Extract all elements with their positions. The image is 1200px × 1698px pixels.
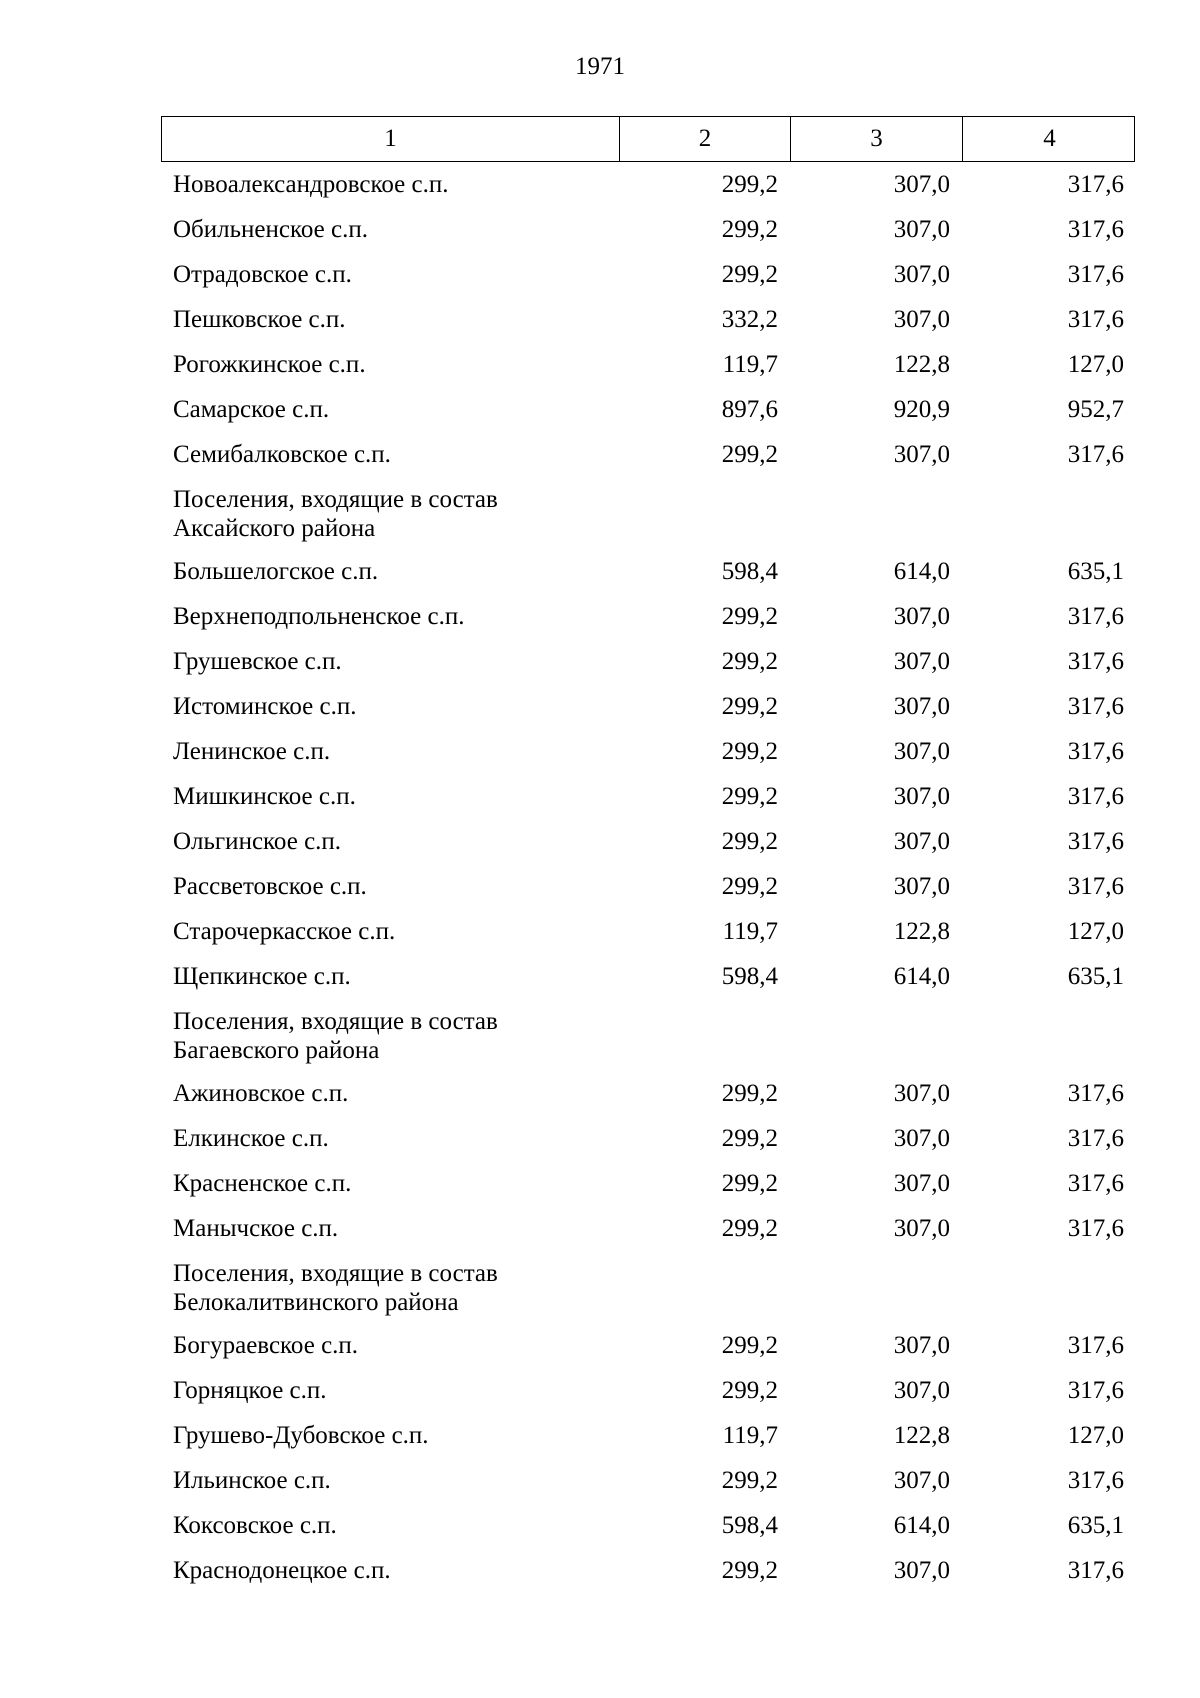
value-col-3: 307,0 bbox=[893, 1556, 950, 1584]
table-row bbox=[161, 864, 1135, 909]
settlement-name: Елкинское с.п. bbox=[173, 1124, 329, 1152]
table-row bbox=[161, 1161, 1135, 1206]
column-header-2: 2 bbox=[619, 117, 790, 161]
value-col-2: 119,7 bbox=[722, 917, 778, 945]
table-row bbox=[161, 1548, 1135, 1593]
table-row bbox=[161, 1413, 1135, 1458]
data-table bbox=[161, 116, 1135, 1593]
value-col-4: 317,6 bbox=[1067, 440, 1124, 468]
settlement-name: Старочеркасское с.п. bbox=[173, 917, 396, 945]
value-col-3: 307,0 bbox=[893, 1214, 950, 1242]
value-col-3: 614,0 bbox=[893, 962, 950, 990]
settlement-name: Пешковское с.п. bbox=[173, 305, 346, 333]
value-col-3: 307,0 bbox=[893, 1466, 950, 1494]
value-col-2: 299,2 bbox=[721, 737, 778, 765]
value-col-4: 317,6 bbox=[1067, 737, 1124, 765]
value-col-3: 307,0 bbox=[893, 170, 950, 198]
value-col-4: 317,6 bbox=[1067, 1124, 1124, 1152]
settlement-name: Новоалександровское с.п. bbox=[173, 170, 449, 198]
table-row bbox=[161, 297, 1135, 342]
value-col-4: 317,6 bbox=[1067, 1376, 1124, 1404]
value-col-2: 119,7 bbox=[722, 1421, 778, 1449]
settlement-name: Манычское с.п. bbox=[173, 1214, 339, 1242]
column-header-3: 3 bbox=[790, 117, 962, 161]
value-col-2: 299,2 bbox=[721, 1079, 778, 1107]
value-col-4: 127,0 bbox=[1067, 1421, 1124, 1449]
value-col-3: 614,0 bbox=[893, 557, 950, 585]
value-col-2: 299,2 bbox=[721, 692, 778, 720]
value-col-3: 122,8 bbox=[893, 1421, 950, 1449]
value-col-4: 317,6 bbox=[1067, 1079, 1124, 1107]
value-col-2: 299,2 bbox=[721, 260, 778, 288]
value-col-3: 307,0 bbox=[893, 647, 950, 675]
settlement-name: Щепкинское с.п. bbox=[173, 962, 351, 990]
value-col-3: 614,0 bbox=[893, 1511, 950, 1539]
table-row bbox=[161, 1071, 1135, 1116]
value-col-4: 317,6 bbox=[1067, 215, 1124, 243]
value-col-4: 635,1 bbox=[1067, 557, 1124, 585]
table-row bbox=[161, 1368, 1135, 1413]
table-row bbox=[161, 1323, 1135, 1368]
settlement-name: Мишкинское с.п. bbox=[173, 782, 356, 810]
value-col-2: 598,4 bbox=[721, 557, 778, 585]
value-col-3: 307,0 bbox=[893, 692, 950, 720]
value-col-4: 317,6 bbox=[1067, 1466, 1124, 1494]
value-col-3: 307,0 bbox=[893, 1124, 950, 1152]
value-col-3: 307,0 bbox=[893, 782, 950, 810]
value-col-3: 307,0 bbox=[893, 1331, 950, 1359]
settlement-name: Отрадовское с.п. bbox=[173, 260, 352, 288]
value-col-4: 127,0 bbox=[1067, 917, 1124, 945]
value-col-3: 307,0 bbox=[893, 1376, 950, 1404]
value-col-3: 307,0 bbox=[893, 440, 950, 468]
value-col-3: 122,8 bbox=[893, 917, 950, 945]
value-col-2: 598,4 bbox=[721, 962, 778, 990]
value-col-2: 299,2 bbox=[721, 170, 778, 198]
table-row bbox=[161, 1116, 1135, 1161]
settlement-name: Ажиновское с.п. bbox=[173, 1079, 349, 1107]
value-col-4: 317,6 bbox=[1067, 1214, 1124, 1242]
settlement-name: Обильненское с.п. bbox=[173, 215, 368, 243]
value-col-4: 317,6 bbox=[1067, 1556, 1124, 1584]
value-col-4: 317,6 bbox=[1067, 602, 1124, 630]
table-row bbox=[161, 639, 1135, 684]
value-col-4: 635,1 bbox=[1067, 1511, 1124, 1539]
value-col-4: 317,6 bbox=[1067, 782, 1124, 810]
settlement-name: Верхнеподпольненское с.п. bbox=[173, 602, 465, 630]
section-heading-line: Белокалитвинского района bbox=[173, 1289, 459, 1316]
value-col-2: 299,2 bbox=[721, 1376, 778, 1404]
table-row bbox=[161, 207, 1135, 252]
value-col-2: 299,2 bbox=[721, 827, 778, 855]
value-col-3: 307,0 bbox=[893, 602, 950, 630]
settlement-name: Краснодонецкое с.п. bbox=[173, 1556, 391, 1584]
value-col-2: 299,2 bbox=[721, 1169, 778, 1197]
value-col-4: 635,1 bbox=[1067, 962, 1124, 990]
settlement-name: Горняцкое с.п. bbox=[173, 1376, 327, 1404]
settlement-name: Ленинское с.п. bbox=[173, 737, 331, 765]
value-col-2: 299,2 bbox=[721, 1214, 778, 1242]
value-col-3: 307,0 bbox=[893, 1169, 950, 1197]
table-row bbox=[161, 819, 1135, 864]
table-row bbox=[161, 387, 1135, 432]
settlement-name: Красненское с.п. bbox=[173, 1169, 352, 1197]
section-heading-line: Поселения, входящие в состав bbox=[173, 486, 498, 513]
settlement-name: Самарское с.п. bbox=[173, 395, 330, 423]
settlement-name: Коксовское с.п. bbox=[173, 1511, 337, 1539]
settlement-name: Грушевское с.п. bbox=[173, 647, 342, 675]
column-header-4: 4 bbox=[962, 117, 1136, 161]
settlement-name: Истоминское с.п. bbox=[173, 692, 357, 720]
settlement-name: Рассветовское с.п. bbox=[173, 872, 367, 900]
table-row bbox=[161, 774, 1135, 819]
value-col-2: 897,6 bbox=[721, 395, 778, 423]
table-row bbox=[161, 252, 1135, 297]
value-col-4: 127,0 bbox=[1067, 350, 1124, 378]
settlement-name: Грушево-Дубовское с.п. bbox=[173, 1421, 429, 1449]
value-col-3: 307,0 bbox=[893, 737, 950, 765]
value-col-3: 920,9 bbox=[893, 395, 950, 423]
value-col-4: 317,6 bbox=[1067, 1169, 1124, 1197]
section-heading bbox=[161, 1251, 1135, 1323]
section-heading-line: Багаевского района bbox=[173, 1037, 380, 1064]
value-col-2: 119,7 bbox=[722, 350, 778, 378]
table-row bbox=[161, 1503, 1135, 1548]
table-row bbox=[161, 432, 1135, 477]
value-col-2: 299,2 bbox=[721, 1331, 778, 1359]
table-row bbox=[161, 549, 1135, 594]
table-row bbox=[161, 909, 1135, 954]
section-heading bbox=[161, 999, 1135, 1071]
value-col-3: 307,0 bbox=[893, 305, 950, 333]
value-col-2: 299,2 bbox=[721, 440, 778, 468]
value-col-2: 299,2 bbox=[721, 215, 778, 243]
value-col-2: 299,2 bbox=[721, 602, 778, 630]
table-row bbox=[161, 1206, 1135, 1251]
table-row bbox=[161, 342, 1135, 387]
value-col-2: 299,2 bbox=[721, 1124, 778, 1152]
value-col-4: 952,7 bbox=[1067, 395, 1124, 423]
table-row bbox=[161, 954, 1135, 999]
section-heading-line: Аксайского района bbox=[173, 515, 376, 542]
settlement-name: Ольгинское с.п. bbox=[173, 827, 342, 855]
section-heading-line: Поселения, входящие в состав bbox=[173, 1008, 498, 1035]
value-col-2: 299,2 bbox=[721, 782, 778, 810]
value-col-2: 299,2 bbox=[721, 647, 778, 675]
section-heading-line: Поселения, входящие в состав bbox=[173, 1260, 498, 1287]
settlement-name: Рогожкинское с.п. bbox=[173, 350, 366, 378]
table-row bbox=[161, 594, 1135, 639]
value-col-2: 332,2 bbox=[721, 305, 778, 333]
value-col-3: 307,0 bbox=[893, 1079, 950, 1107]
value-col-4: 317,6 bbox=[1067, 872, 1124, 900]
value-col-4: 317,6 bbox=[1067, 170, 1124, 198]
value-col-4: 317,6 bbox=[1067, 1331, 1124, 1359]
section-heading bbox=[161, 477, 1135, 549]
table-body bbox=[161, 162, 1135, 1593]
table-row bbox=[161, 162, 1135, 207]
value-col-4: 317,6 bbox=[1067, 692, 1124, 720]
value-col-3: 307,0 bbox=[893, 260, 950, 288]
value-col-2: 299,2 bbox=[721, 1466, 778, 1494]
value-col-4: 317,6 bbox=[1067, 260, 1124, 288]
page-number: 1971 bbox=[575, 53, 625, 80]
value-col-4: 317,6 bbox=[1067, 647, 1124, 675]
column-header-1: 1 bbox=[384, 125, 397, 152]
value-col-2: 299,2 bbox=[721, 1556, 778, 1584]
value-col-3: 122,8 bbox=[893, 350, 950, 378]
table-row bbox=[161, 729, 1135, 774]
value-col-2: 299,2 bbox=[721, 872, 778, 900]
value-col-3: 307,0 bbox=[893, 215, 950, 243]
table-row bbox=[161, 1458, 1135, 1503]
settlement-name: Семибалковское с.п. bbox=[173, 440, 391, 468]
settlement-name: Ильинское с.п. bbox=[173, 1466, 331, 1494]
table-header bbox=[161, 116, 1135, 162]
value-col-3: 307,0 bbox=[893, 872, 950, 900]
value-col-4: 317,6 bbox=[1067, 305, 1124, 333]
table-row bbox=[161, 684, 1135, 729]
value-col-2: 598,4 bbox=[721, 1511, 778, 1539]
settlement-name: Большелогское с.п. bbox=[173, 557, 379, 585]
settlement-name: Богураевское с.п. bbox=[173, 1331, 359, 1359]
value-col-3: 307,0 bbox=[893, 827, 950, 855]
value-col-4: 317,6 bbox=[1067, 827, 1124, 855]
